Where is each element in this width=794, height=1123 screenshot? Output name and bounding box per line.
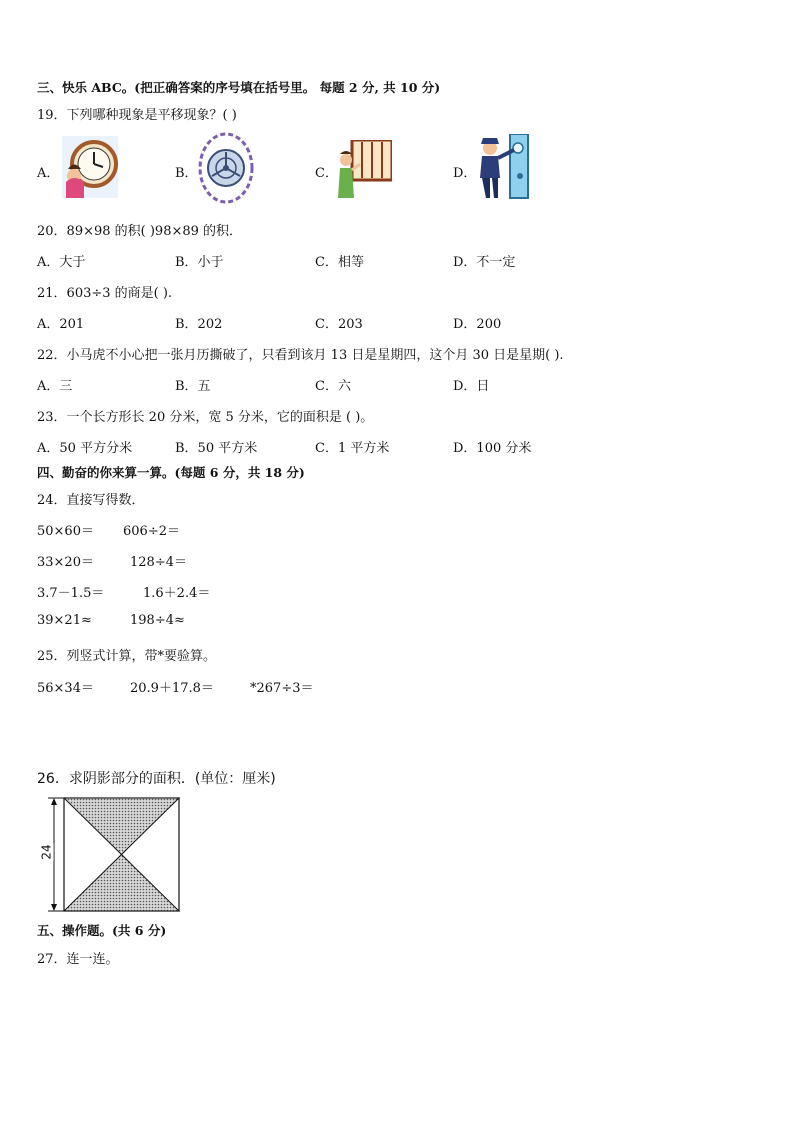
section-5-heading: 五、操作题。(共 6 分) [37, 923, 167, 938]
person-turning-faucet-icon [476, 134, 532, 200]
q21-option-d: D．200 [453, 317, 502, 332]
section-3-heading: 三、快乐 ABC。(把正确答案的序号填在括号里。 每题 2 分, 共 10 分) [37, 80, 441, 95]
q25-item: *267÷3＝ [250, 681, 314, 696]
fan-rotating-icon [196, 130, 254, 204]
q24-item: 128÷4＝ [130, 555, 187, 570]
q24-item: 3.7－1.5＝ [37, 586, 105, 601]
q22-option-a: A．三 [37, 379, 73, 394]
window-sliding-icon [336, 140, 392, 198]
question-19: 19．下列哪种现象是平移现象？( ) [37, 108, 237, 123]
q19-option-b-label: B． [175, 166, 198, 181]
q24-item: 50×60＝ [37, 524, 94, 539]
clock-adjusting-icon [62, 136, 118, 198]
q24-item: 198÷4≈ [130, 613, 185, 628]
question-21: 21．603÷3 的商是( ). [37, 286, 173, 301]
q24-item: 33×20＝ [37, 555, 94, 570]
section-4-heading: 四、勤奋的你来算一算。(每题 6 分，共 18 分) [37, 465, 305, 480]
q19-option-a-label: A． [37, 166, 60, 181]
q19-option-c-label: C． [315, 166, 338, 181]
question-25: 25．列竖式计算，带*要验算。 [37, 649, 217, 664]
q23-option-c: C．1 平方米 [315, 441, 390, 456]
q23-option-b: B．50 平方米 [175, 441, 258, 456]
q24-item: 606÷2＝ [123, 524, 180, 539]
question-26: 26．求阴影部分的面积．(单位：厘米) [37, 771, 276, 787]
q22-option-c: C．六 [315, 379, 351, 394]
q21-option-b: B．202 [175, 317, 223, 332]
q19-option-d-label: D． [453, 166, 477, 181]
question-22: 22．小马虎不小心把一张月历撕破了，只看到该月 13 日是星期四，这个月 30 日是星期( ). [37, 348, 564, 363]
question-27: 27．连一连。 [37, 952, 119, 967]
q20-option-c: C．相等 [315, 255, 364, 270]
q20-option-d: D．不一定 [453, 255, 516, 270]
q22-option-b: B．五 [175, 379, 211, 394]
q23-option-d: D．100 分米 [453, 441, 532, 456]
q24-item: 1.6＋2.4＝ [143, 586, 211, 601]
q25-item: 56×34＝ [37, 681, 94, 696]
question-24: 24．直接写得数． [37, 493, 145, 508]
question-23: 23．一个长方形长 20 分米，宽 5 分米，它的面积是 ( )。 [37, 410, 374, 425]
q22-option-d: D．日 [453, 379, 490, 394]
q21-option-a: A．201 [37, 317, 85, 332]
q20-option-b: B．小于 [175, 255, 224, 270]
q25-item: 20.9＋17.8＝ [130, 681, 214, 696]
q24-item: 39×21≈ [37, 613, 92, 628]
q21-option-c: C．203 [315, 317, 363, 332]
q20-option-a: A．大于 [37, 255, 86, 270]
question-20: 20．89×98 的积( )98×89 的积． [37, 224, 243, 239]
dimension-label: 24 [39, 844, 54, 860]
q23-option-a: A．50 平方分米 [37, 441, 133, 456]
shaded-area-figure [40, 795, 182, 915]
